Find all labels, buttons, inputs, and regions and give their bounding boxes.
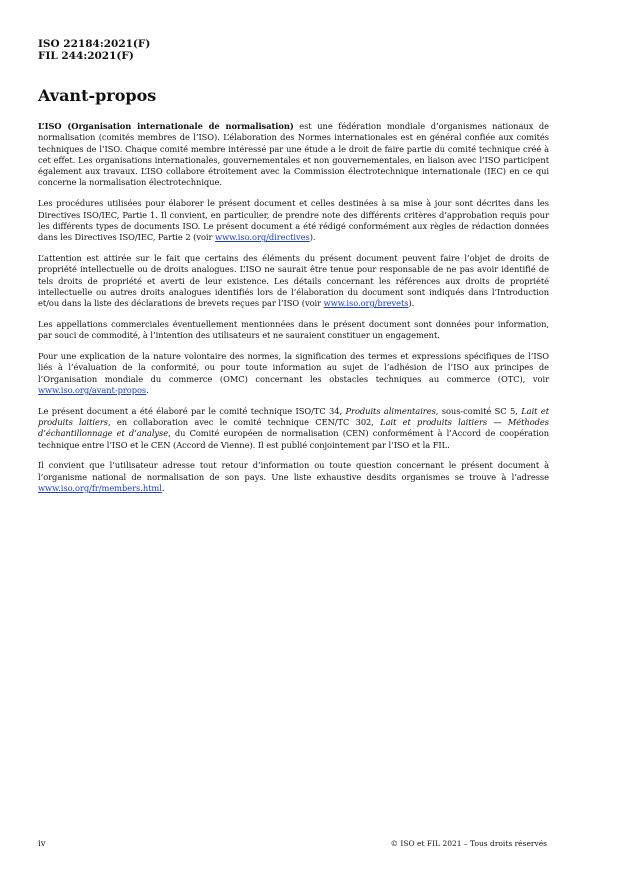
paragraph-4-text: Les appellations commerciales éventuellement mentionnées dans le présent document sont données pour information, par souci de commodité, à l’intention des utilisateurs et ne sauraient constituer un engagement. [38, 318, 549, 341]
cen-committee-title: Lait et produits laitiers — Méthodes d’échantillonnage et d’analyse [38, 417, 549, 439]
paragraph-6-part-d: , du Comité européen de normalisation (CEN) conformément à l’Accord de coopération technique entre l’ISO et le CEN (Accord de Vienne). Il est publié conjointement par l’ISO et la FIL. [38, 428, 549, 450]
paragraph-procedures [38, 198, 549, 243]
paragraph-voluntary-nature [38, 351, 549, 396]
paragraph-7-end: . [161, 483, 165, 494]
committee-title-food: Produits alimentaires [345, 405, 436, 416]
paragraph-3-end: ). [408, 298, 415, 309]
foreword-body [38, 121, 549, 504]
iso-definition-bold: L’ISO (Organisation internationale de normalisation) [38, 121, 294, 131]
paragraph-6-part-b: , sous-comité SC 5, [435, 405, 522, 416]
paragraph-patents [38, 253, 549, 309]
paragraph-committee [38, 406, 549, 451]
directives-link[interactable]: www.iso.org/directives [215, 232, 310, 243]
paragraph-5-text: Pour une explication de la nature volontaire des normes, la signification des termes et expressions spécifiques de l’ISO liés à l’évaluation de la conformité, ou pour toute information au sujet de l’adhésion de l’ISO aux principes de l’Organisation mondiale du commerce (OMC) concernant les obstacles techniques au commerce (OTC), voir [38, 351, 549, 384]
fil-number: FIL 244:2021(F) [38, 50, 134, 62]
members-link[interactable]: www.iso.org/fr/members.html [38, 483, 162, 494]
page-number: iv [38, 839, 46, 849]
paragraph-iso-intro [38, 121, 549, 189]
paragraph-2-text: Les procédures utilisées pour élaborer le présent document et celles destinées à sa mise à jour sont décrites dans les Directives ISO/IEC, Partie 1. Il convient, en particulier, de prendre note des différents critères d’approbation requis pour les différents types de documents ISO. Le présent document a été rédigé conformément aux règles de rédaction données dans les Directives ISO/IEC, Partie 2 (voir [38, 198, 549, 243]
paragraph-6-part-c: , en collaboration avec le comité technique CEN/TC 302, [108, 417, 381, 428]
paragraph-feedback [38, 460, 549, 494]
paragraph-7-text: Il convient que l’utilisateur adresse tout retour d’information ou toute question concernant le présent document à l’organisme national de normalisation de son pays. Une liste exhaustive desdits organismes se trouve à l’adresse [38, 460, 549, 482]
foreword-link[interactable]: www.iso.org/avant-propos [38, 384, 147, 395]
iso-number: ISO 22184:2021(F) [38, 38, 151, 50]
paragraph-3-text: L’attention est attirée sur le fait que certains des éléments du présent document peuvent faire l’objet de droits de propriété intellectuelle ou de droits analogues. L’ISO ne saurait être tenue pour responsable de ne pas avoir identifié de tels droits de propriété et averti de leur existence. Les détails concernant les références aux droits de propriété intellectuelle ou autres droits analogues identifiés lors de l’élaboration du document sont indiqués dans l’Introduction et/ou dans la liste des déclarations de brevets reçues par l’ISO (voir [38, 252, 549, 309]
document-reference [38, 38, 150, 62]
paragraph-6-part-a: Le présent document a été élaboré par le comité technique ISO/TC 34, [38, 405, 346, 416]
paragraph-1-text: est une fédération mondiale d’organismes nationaux de normalisation (comités membres de l’ISO). L’élaboration des Normes internationales est en général confiée aux comités techniques de l’ISO. Chaque comité membre intéressé par une étude a le droit de faire partie du comité technique créé à cet effet. Les organisations internationales, gouvernementales et non gouvernementales, en liaison avec l’ISO participent également aux travaux. L’ISO collabore étroitement avec la Commission électrotechnique internationale (IEC) en ce qui concerne la normalisation électrotechnique. [38, 121, 549, 188]
paragraph-2-end: ). [309, 232, 316, 243]
page-title: Avant-propos [38, 86, 157, 105]
subcommittee-title-milk: Lait et produits laitiers [38, 405, 550, 428]
paragraph-trade-names [38, 319, 549, 342]
patents-link[interactable]: www.iso.org/brevets [323, 298, 409, 309]
copyright-notice: © ISO et FIL 2021 – Tous droits réservés [390, 839, 547, 848]
paragraph-5-end: . [146, 384, 149, 395]
